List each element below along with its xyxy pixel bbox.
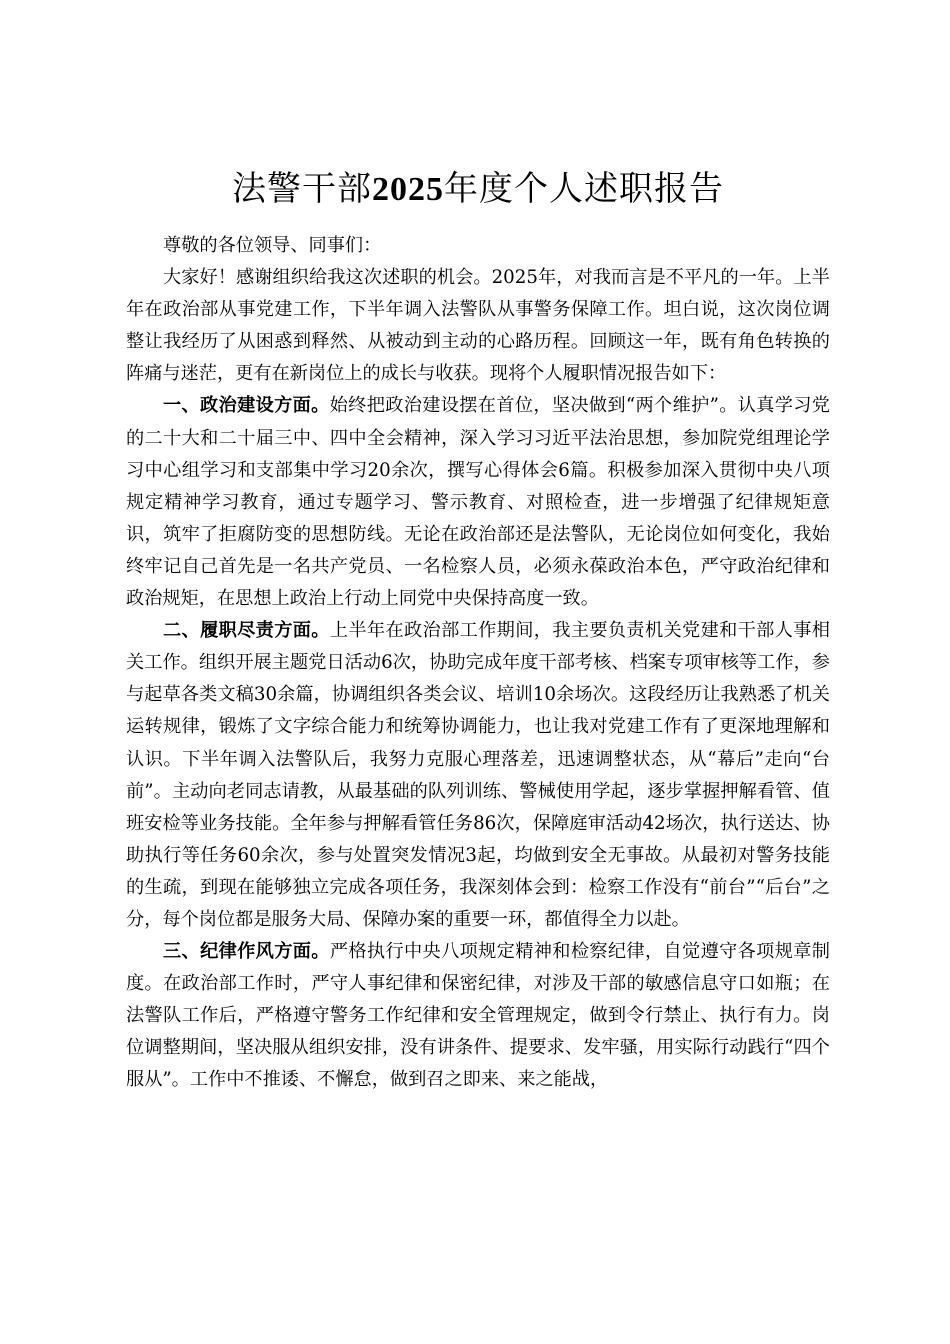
section-heading: 二、履职尽责方面。 [163, 620, 330, 642]
section-body: 严格执行中央八项规定精神和检察纪律，自觉遵守各项规章制度。在政治部工作时，严守人事纪律和保密纪律，对涉及干部的敏感信息守口如瓶；在法警队工作后，严格遵守警务工作纪律和安全管理规定，做到令行禁止、执行有力。岗位调整期间，坚决服从组织安排，没有讲条件、提要求、发牢骚，用实际行动践行“四个服从”。工作中不推诿、不懈怠，做到召之即来、来之能战， [126, 941, 830, 1091]
title-year: 2025 [372, 171, 444, 208]
section-duties [126, 615, 830, 936]
salutation: 尊敬的各位领导、同事们： [163, 235, 382, 256]
section-political [126, 390, 830, 615]
document-title [126, 165, 830, 214]
section-heading: 一、政治建设方面。 [163, 395, 330, 417]
section-heading: 三、纪律作风方面。 [163, 941, 330, 963]
section-body: 上半年在政治部工作期间，我主要负责机关党建和干部人事相关工作。组织开展主题党日活动6次，协助完成年度干部考核、档案专项审核等工作，参与起草各类文稿30余篇，协调组织各类会议、培训10余场次。这段经历让我熟悉了机关运转规律，锻炼了文字综合能力和统筹协调能力，也让我对党建工作有了更深地理解和认识。下半年调入法警队后，我努力克服心理落差，迅速调整状态，从“幕后”走向“台前”。主动向老同志请教，从最基础的队列训练、警械使用学起，逐步掌握押解看管、值班安检等业务技能。全年参与押解看管任务86次，保障庭审活动42场次，执行送达、协助执行等任务60余次，参与处置突发情况3起，均做到安全无事故。从最初对警务技能的生疏，到现在能够独立完成各项任务，我深刻体会到：检察工作没有“前台”“后台”之分，每个岗位都是服务大局、保障办案的重要一环，都值得全力以赴。 [126, 620, 830, 930]
title-suffix: 年度个人述职报告 [444, 169, 724, 209]
intro-paragraph: 大家好！感谢组织给我这次述职的机会。2025年，对我而言是不平凡的一年。上半年在政治部从事党建工作，下半年调入法警队从事警务保障工作。坦白说，这次岗位调整让我经历了从困惑到释然、从被动到主动的心路历程。回顾这一年，既有角色转换的阵痛与迷茫，更有在新岗位上的成长与收获。现将个人履职情况报告如下： [126, 267, 830, 385]
section-discipline [126, 936, 830, 1096]
section-body: 始终把政治建设摆在首位，坚决做到“两个维护”。认真学习党的二十大和二十届三中、四中全会精神，深入学习习近平法治思想，参加院党组理论学习中心组学习和支部集中学习20余次，撰写心得体会6篇。积极参加深入贯彻中央八项规定精神学习教育，通过专题学习、警示教育、对照检查，进一步增强了纪律规矩意识，筑牢了拒腐防变的思想防线。无论在政治部还是法警队，无论岗位如何变化，我始终牢记自己首先是一名共产党员、一名检察人员，必须永葆政治本色，严守政治纪律和政治规矩，在思想上政治上行动上同党中央保持高度一致。 [126, 395, 830, 610]
title-prefix: 法警干部 [232, 169, 372, 209]
